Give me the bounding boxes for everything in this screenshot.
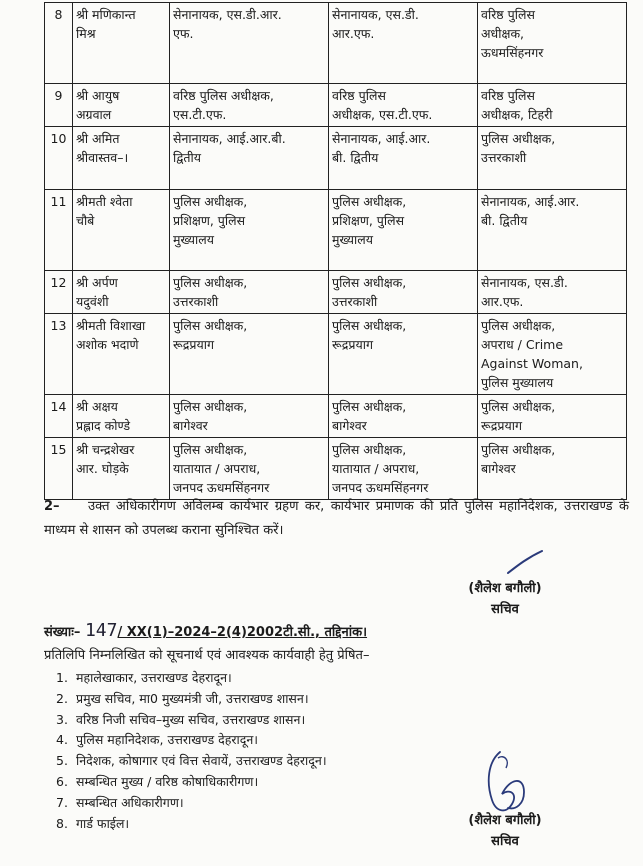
paragraph-number: 2–	[44, 499, 60, 514]
reference-suffix: / XX(1)–2024–2(4)2002टी.सी., तद्दिनांक।	[117, 625, 368, 640]
additional-charge-cell	[478, 3, 627, 84]
additional-charge-cell	[478, 314, 627, 395]
additional-charge-line: पुलिस अधीक्षक,	[481, 318, 556, 333]
reference-line	[44, 620, 367, 641]
table-row	[45, 127, 627, 190]
table-row	[45, 84, 627, 127]
officer-name-cell	[73, 438, 170, 500]
recipient-item	[44, 772, 327, 793]
officer-name-rest: मिश्र	[76, 26, 96, 41]
copy-to-heading: प्रतिलिपि निम्नलिखित को सूचनार्थ एवं आवश्यक कार्यवाही हेतु प्रेषित–	[44, 648, 370, 663]
current-post-cell	[170, 438, 329, 500]
additional-charge-line: पुलिस मुख्यालय	[481, 375, 554, 390]
new-post-line: प्रशिक्षण, पुलिस	[332, 213, 405, 228]
recipient-number: 8.	[56, 815, 68, 831]
officer-name-cell	[73, 3, 170, 84]
recipient-item	[44, 689, 327, 710]
recipient-text: प्रमुख सचिव, मा0 मुख्यमंत्री जी, उत्तराखण्ड शासन।	[76, 690, 309, 706]
new-post-cell	[329, 3, 478, 84]
reference-prefix: संख्याः–	[44, 625, 81, 640]
signatory-name: (शैलेश बगौली)	[468, 813, 542, 828]
officer-name-rest: श्रीवास्तव–।	[76, 150, 129, 165]
current-post-line: एस.टी.एफ.	[173, 107, 227, 122]
new-post-line: मुख्यालय	[332, 232, 374, 247]
table-row	[45, 190, 627, 271]
recipient-number: 7.	[56, 794, 68, 810]
recipient-text: महालेखाकार, उत्तराखण्ड देहरादून।	[76, 670, 232, 685]
officer-name-rest: प्रह्लाद कोण्डे	[76, 418, 131, 433]
recipient-number: 4.	[56, 732, 68, 748]
new-post-line: पुलिस अधीक्षक,	[332, 442, 407, 457]
serial-number-cell: 12	[45, 271, 73, 314]
recipient-text: पुलिस महानिदेशक, उत्तराखण्ड देहरादून।	[76, 732, 259, 748]
additional-charge-line: उत्तरकाशी	[481, 150, 527, 165]
additional-charge-line: बागेश्वर	[481, 461, 516, 476]
new-post-line: यातायात / अपराध,	[332, 461, 420, 476]
officer-name-first: श्री मणिकान्त	[76, 7, 136, 22]
current-post-line: सेनानायक, आई.आर.बी.	[173, 131, 286, 146]
recipient-list	[44, 668, 327, 834]
additional-charge-line: सेनानायक, एस.डी.	[481, 275, 568, 290]
signature-stroke-1	[505, 548, 545, 578]
current-post-line: उत्तरकाशी	[173, 294, 219, 309]
officer-name-first: श्री अर्पण	[76, 275, 118, 290]
new-post-cell	[329, 84, 478, 127]
recipient-item	[44, 668, 327, 689]
new-post-line: पुलिस अधीक्षक,	[332, 194, 407, 209]
additional-charge-cell	[478, 395, 627, 438]
current-post-line: पुलिस अधीक्षक,	[173, 275, 248, 290]
additional-charge-line: अधीक्षक,	[481, 26, 525, 41]
additional-charge-line: पुलिस अधीक्षक,	[481, 442, 556, 457]
additional-charge-line: बी. द्वितीय	[481, 213, 528, 228]
recipient-text: वरिष्ठ निजी सचिव–मुख्य सचिव, उत्तराखण्ड शासन।	[76, 711, 306, 727]
table-row	[45, 271, 627, 314]
handwritten-reference-number: 147	[84, 620, 118, 641]
recipient-item	[44, 710, 327, 731]
recipient-number: 2.	[56, 690, 68, 706]
additional-charge-line: पुलिस अधीक्षक,	[481, 399, 556, 414]
serial-number-cell: 13	[45, 314, 73, 395]
recipient-number: 3.	[56, 711, 68, 727]
additional-charge-line: वरिष्ठ पुलिस	[481, 7, 535, 22]
postings-table-body	[45, 3, 627, 500]
new-post-line: सेनानायक, एस.डी.	[332, 7, 419, 22]
serial-number-cell: 15	[45, 438, 73, 500]
instruction-paragraph	[44, 495, 629, 543]
new-post-cell	[329, 271, 478, 314]
officer-name-cell	[73, 190, 170, 271]
current-post-line: प्रशिक्षण, पुलिस	[173, 213, 246, 228]
additional-charge-line: आर.एफ.	[481, 294, 524, 309]
officer-name-first: श्री अक्षय	[76, 399, 118, 414]
officer-name-cell	[73, 395, 170, 438]
signatory-designation: सचिव	[491, 602, 519, 617]
new-post-line: अधीक्षक, एस.टी.एफ.	[332, 107, 433, 122]
current-post-cell	[170, 127, 329, 190]
recipient-text: सम्बन्धित मुख्य / वरिष्ठ कोषाधिकारीगण।	[76, 773, 259, 789]
new-post-line: वरिष्ठ पुलिस	[332, 88, 386, 103]
new-post-line: पुलिस अधीक्षक,	[332, 275, 407, 290]
recipient-item	[44, 814, 327, 835]
recipient-text: सम्बन्धित अधिकारीगण।	[76, 794, 184, 810]
table-row	[45, 3, 627, 84]
new-post-line: उत्तरकाशी	[332, 294, 378, 309]
current-post-cell	[170, 395, 329, 438]
current-post-line: रूद्रप्रयाग	[173, 337, 214, 352]
current-post-line: पुलिस अधीक्षक,	[173, 318, 248, 333]
recipient-item	[44, 793, 327, 814]
new-post-line: जनपद ऊधमसिंहनगर	[332, 480, 429, 495]
new-post-line: बी. द्वितीय	[332, 150, 379, 165]
new-post-line: रूद्रप्रयाग	[332, 337, 373, 352]
current-post-line: बागेश्वर	[173, 418, 208, 433]
officer-name-rest: चौबे	[76, 213, 95, 228]
postings-table	[44, 2, 627, 500]
new-post-line: पुलिस अधीक्षक,	[332, 399, 407, 414]
additional-charge-cell	[478, 127, 627, 190]
officer-name-first: श्रीमती श्वेता	[76, 194, 133, 209]
serial-number-cell: 10	[45, 127, 73, 190]
additional-charge-line: रूद्रप्रयाग	[481, 418, 522, 433]
officer-name-rest: अग्रवाल	[76, 107, 112, 122]
serial-number-cell: 14	[45, 395, 73, 438]
current-post-line: सेनानायक, एस.डी.आर.	[173, 7, 282, 22]
current-post-cell	[170, 84, 329, 127]
officer-name-cell	[73, 314, 170, 395]
recipient-number: 1.	[56, 670, 68, 685]
additional-charge-cell	[478, 84, 627, 127]
recipient-item	[44, 730, 327, 751]
new-post-cell	[329, 127, 478, 190]
officer-name-rest: अशोक भदाणे	[76, 337, 139, 352]
current-post-cell	[170, 190, 329, 271]
current-post-cell	[170, 314, 329, 395]
serial-number-cell: 9	[45, 84, 73, 127]
paragraph-text: उक्त अधिकारीगण अविलम्ब कार्यभार ग्रहण कर, कार्यभार प्रमाणक की प्रति पुलिस महानिदेशक, उत्तराखण्ड के माध्यम से शासन को उपलब्ध कराना सुनिश्चित करें।	[44, 499, 629, 538]
signatory-designation: सचिव	[491, 834, 519, 849]
new-post-cell	[329, 438, 478, 500]
recipient-item	[44, 751, 327, 772]
additional-charge-line: अपराध / Crime	[481, 337, 564, 352]
additional-charge-cell	[478, 271, 627, 314]
recipient-text: निदेशक, कोषागार एवं वित्त सेवायें, उत्तराखण्ड देहरादून।	[76, 753, 327, 769]
new-post-line: बागेश्वर	[332, 418, 367, 433]
officer-name-rest: आर. घोड़के	[76, 461, 129, 476]
additional-charge-line: वरिष्ठ पुलिस	[481, 88, 535, 103]
additional-charge-line: ऊधमसिंहनगर	[481, 45, 544, 60]
recipient-number: 6.	[56, 773, 68, 789]
current-post-line: जनपद ऊधमसिंहनगर	[173, 480, 270, 495]
new-post-line: आर.एफ.	[332, 26, 375, 41]
signature-block-1	[430, 578, 580, 620]
new-post-cell	[329, 190, 478, 271]
officer-name-first: श्रीमती विशाखा	[76, 318, 146, 333]
current-post-cell	[170, 271, 329, 314]
signature-scribble-2	[480, 748, 532, 818]
current-post-line: द्वितीय	[173, 150, 202, 165]
officer-name-cell	[73, 271, 170, 314]
additional-charge-line: सेनानायक, आई.आर.	[481, 194, 580, 209]
signature-block-2	[430, 810, 580, 852]
serial-number-cell: 8	[45, 3, 73, 84]
table-row	[45, 438, 627, 500]
additional-charge-cell	[478, 438, 627, 500]
officer-name-cell	[73, 84, 170, 127]
current-post-cell	[170, 3, 329, 84]
recipient-number: 5.	[56, 753, 68, 769]
officer-name-first: श्री चन्द्रशेखर	[76, 442, 135, 457]
table-row	[45, 395, 627, 438]
additional-charge-line: पुलिस अधीक्षक,	[481, 131, 556, 146]
serial-number-cell: 11	[45, 190, 73, 271]
signatory-name: (शैलेश बगौली)	[468, 581, 542, 596]
current-post-line: पुलिस अधीक्षक,	[173, 399, 248, 414]
current-post-line: पुलिस अधीक्षक,	[173, 194, 248, 209]
officer-name-first: श्री अमित	[76, 131, 120, 146]
current-post-line: मुख्यालय	[173, 232, 215, 247]
current-post-line: एफ.	[173, 26, 194, 41]
officer-name-rest: यदुवंशी	[76, 294, 109, 309]
current-post-line: पुलिस अधीक्षक,	[173, 442, 248, 457]
additional-charge-line: Against Woman,	[481, 356, 583, 371]
recipient-text: गार्ड फाईल।	[76, 815, 130, 831]
new-post-cell	[329, 395, 478, 438]
current-post-line: यातायात / अपराध,	[173, 461, 261, 476]
additional-charge-line: अधीक्षक, टिहरी	[481, 107, 553, 122]
new-post-line: पुलिस अधीक्षक,	[332, 318, 407, 333]
additional-charge-cell	[478, 190, 627, 271]
officer-name-cell	[73, 127, 170, 190]
officer-name-first: श्री आयुष	[76, 88, 120, 103]
current-post-line: वरिष्ठ पुलिस अधीक्षक,	[173, 88, 274, 103]
table-row	[45, 314, 627, 395]
new-post-line: सेनानायक, आई.आर.	[332, 131, 431, 146]
new-post-cell	[329, 314, 478, 395]
